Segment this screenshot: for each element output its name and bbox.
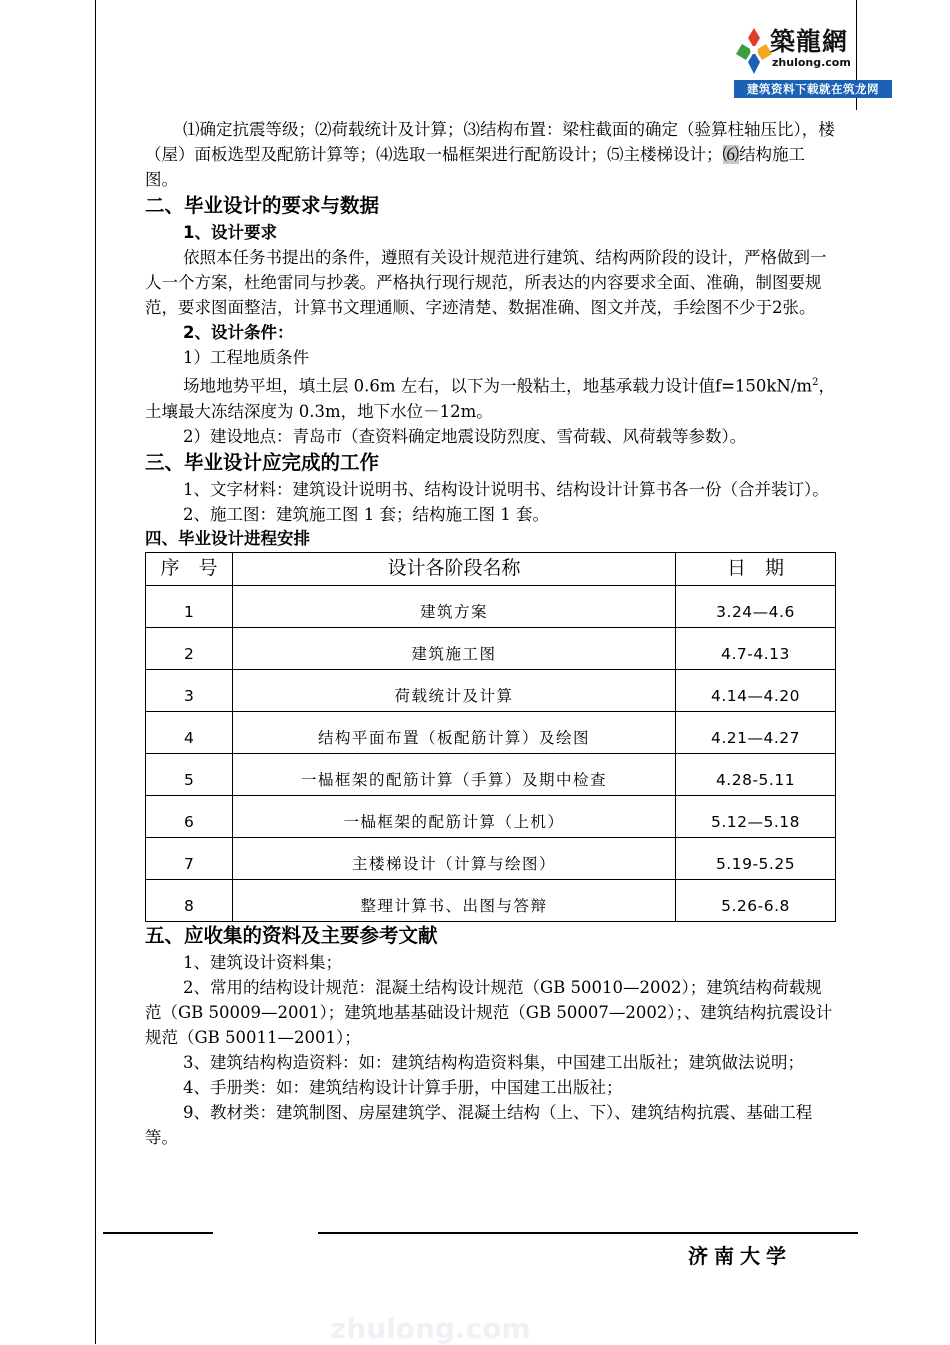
section2-sub2: 2、设计条件： — [183, 323, 294, 342]
section3-heading: 三、毕业设计应完成的工作 — [145, 450, 380, 474]
geology-paragraph — [145, 370, 835, 424]
cell-name: 主楼梯设计（计算与绘图） — [233, 837, 676, 879]
cell-no: 7 — [146, 837, 233, 879]
zhulong-logo — [734, 22, 894, 102]
geology-sup: 2 — [812, 377, 819, 388]
geology-text-c: ，土壤最大冻结深度为 0.3m，地下水位－12m。 — [145, 376, 835, 421]
footer-line-left — [103, 1232, 213, 1234]
intro-paragraph — [145, 117, 835, 192]
cell-date: 3.24—4.6 — [676, 585, 836, 627]
table-row — [146, 711, 836, 753]
reference-item: 2、常用的结构设计规范：混凝土结构设计规范（GB 50010—2002）；建筑结构荷载规范（GB 50009—2001）；建筑地基基础设计规范（GB 50007—2002）；、建筑结构抗震设计规范（GB 50011—2001）； — [145, 977, 833, 1047]
cell-name: 荷载统计及计算 — [233, 669, 676, 711]
snowflake-logo-icon — [734, 26, 774, 78]
cell-name: 一榀框架的配筋计算（上机） — [233, 795, 676, 837]
design-requirements-paragraph: 依照本任务书提出的条件，遵照有关设计规范进行建筑、结构两阶段的设计，严格做到一人一个方案，杜绝雷同与抄袭。严格执行现行规范，所表达的内容要求全面、准确，制图要规范，要求图面整洁，计算书文理通顺、字迹清楚、数据准确、图文并茂，手绘图不少于2张。 — [145, 248, 827, 317]
cell-date: 4.7-4.13 — [676, 627, 836, 669]
cell-date: 5.19-5.25 — [676, 837, 836, 879]
left-margin-line — [95, 0, 96, 1344]
section3-item1: 1、文字材料：建筑设计说明书、结构设计说明书、结构设计计算书各一份（合并装订）。 — [183, 479, 829, 499]
footer-line-right — [318, 1232, 858, 1234]
cell-no: 8 — [146, 879, 233, 921]
section2-heading: 二、毕业设计的要求与数据 — [145, 194, 380, 217]
reference-item: 3、建筑结构构造资料：如：建筑结构构造资料集，中国建工出版社；建筑做法说明； — [183, 1052, 804, 1072]
intro-text: ⑴确定抗震等级；⑵荷载统计及计算；⑶结构布置：梁柱截面的确定（验算柱轴压比），楼（屋）面板选型及配筋计算等；⑷选取一榀框架进行配筋设计；⑸主楼梯设计； — [145, 120, 835, 164]
table-row — [146, 669, 836, 711]
references-list — [145, 950, 835, 1150]
cell-name: 整理计算书、出图与答辩 — [233, 879, 676, 921]
document-body — [145, 117, 835, 1150]
intro-highlight: ⑹ — [722, 145, 739, 164]
geology-text-b: f=150kN/m — [715, 376, 813, 396]
cell-no: 2 — [146, 627, 233, 669]
header-date: 日 期 — [676, 552, 836, 585]
cell-date: 5.26-6.8 — [676, 879, 836, 921]
cell-date: 4.21—4.27 — [676, 711, 836, 753]
table-row — [146, 879, 836, 921]
site-location: 2）建设地点：青岛市（查资料确定地震设防烈度、雪荷载、风荷载等参数）。 — [183, 426, 747, 446]
header-stage: 设计各阶段名称 — [233, 552, 676, 585]
cell-name: 建筑施工图 — [233, 627, 676, 669]
table-row — [146, 795, 836, 837]
cell-date: 4.28-5.11 — [676, 753, 836, 795]
schedule-body — [146, 585, 836, 921]
section5-heading: 五、应收集的资料及主要参考文献 — [145, 923, 438, 947]
reference-item: 9、教材类：建筑制图、房屋建筑学、混凝土结构（上、下）、建筑结构抗震、基础工程等。 — [145, 1102, 813, 1147]
cell-no: 5 — [146, 753, 233, 795]
section3-item2: 2、施工图：建筑施工图 1 套；结构施工图 1 套。 — [183, 504, 549, 524]
cell-name: 结构平面布置（板配筋计算）及绘图 — [233, 711, 676, 753]
cell-name: 一榀框架的配筋计算（手算）及期中检查 — [233, 753, 676, 795]
table-row — [146, 627, 836, 669]
table-header-row — [146, 552, 836, 585]
footer-school: 济南大学 — [688, 1244, 792, 1268]
geology-title: 1）工程地质条件 — [183, 348, 309, 367]
watermark: zhulong.com — [330, 1312, 531, 1345]
cell-no: 4 — [146, 711, 233, 753]
schedule-table — [145, 552, 836, 922]
cell-no: 3 — [146, 669, 233, 711]
cell-no: 1 — [146, 585, 233, 627]
reference-item: 1、建筑设计资料集； — [183, 952, 342, 972]
cell-date: 4.14—4.20 — [676, 669, 836, 711]
logo-banner: 建筑资料下载就在筑龙网 — [734, 80, 892, 98]
table-row — [146, 753, 836, 795]
logo-title: 築龍網 — [770, 27, 849, 56]
geology-text-a: 场地地势平坦，填土层 0.6m 左右，以下为一般粘土，地基承载力设计值 — [183, 376, 715, 396]
table-row — [146, 585, 836, 627]
section2-sub1: 1、设计要求 — [183, 223, 277, 242]
cell-name: 建筑方案 — [233, 585, 676, 627]
section4-heading: 四、毕业设计进程安排 — [145, 528, 310, 548]
cell-no: 6 — [146, 795, 233, 837]
table-row — [146, 837, 836, 879]
cell-date: 5.12—5.18 — [676, 795, 836, 837]
logo-domain: zhulong.com — [772, 56, 851, 69]
intro-text-end: 结构施工图。 — [145, 145, 805, 189]
header-no: 序 号 — [146, 552, 233, 585]
reference-item: 4、手册类：如：建筑结构设计计算手册，中国建工出版社； — [183, 1077, 623, 1097]
